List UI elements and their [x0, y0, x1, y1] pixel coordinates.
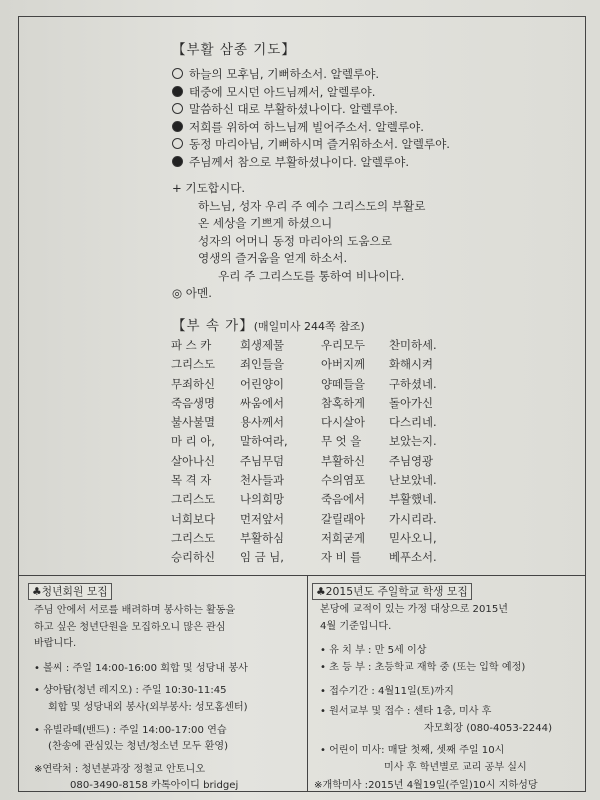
- sequence-cell: 믿사오니,: [389, 530, 437, 545]
- sequence-cell: 무 엇 을: [321, 434, 362, 449]
- sequence-cell: 구하셨네.: [389, 376, 437, 391]
- school-notice: [314, 602, 553, 795]
- sequence-cell: 주님무덤: [240, 453, 285, 468]
- sequence-row: [171, 375, 479, 394]
- sequence-cell: 말하여라,: [240, 434, 288, 449]
- sequence-row: [171, 471, 479, 490]
- sequence-cell: 우리모두: [321, 338, 366, 352]
- sequence-cell: 너희보다: [171, 511, 216, 526]
- prayer-line: 태중에 모시던 아드님께서, 알렐루야.: [172, 84, 450, 102]
- open-circle-icon: [172, 138, 183, 149]
- school-opening-mass: ※개학미사 :2015년 4월19일(주일)10시 지하성당: [314, 780, 538, 792]
- sequence-cell: 그리스도: [171, 357, 216, 372]
- youth-item: • 볼씨 : 주일 14:00-16:00 회합 및 성당내 봉사: [34, 662, 248, 674]
- sequence-cell: 무죄하신: [171, 376, 216, 391]
- prayer-line: 동정 마리아님, 기뻐하시며 즐거워하소서. 알렐루야.: [172, 136, 450, 154]
- open-circle-icon: [172, 68, 183, 79]
- sequence-cell: 가시리라.: [389, 511, 437, 526]
- filled-circle-icon: [172, 156, 183, 167]
- school-detail-sub: 미사 후 학년별로 교리 공부 실시: [384, 761, 527, 773]
- sequence-cell: 부활했네.: [389, 492, 437, 507]
- school-detail: • 어린이 미사: 매달 첫째, 셋째 주일 10시: [320, 745, 505, 757]
- closing-line: 성자의 어머니 동정 마리아의 도움으로: [198, 233, 392, 248]
- sequence-row: [171, 548, 479, 567]
- sequence-cell: 찬미하세.: [389, 338, 437, 352]
- prayer-line: 저희를 위하여 하느님께 빌어주소서. 알렐루야.: [172, 119, 450, 137]
- sequence-cell: 죽음생명: [171, 395, 216, 410]
- sequence-cell: 베푸소서.: [389, 550, 437, 565]
- sequence-cell: 그리스도: [171, 530, 216, 545]
- sequence-cell: 싸움에서: [240, 395, 285, 410]
- sequence-cell: 다스리네.: [389, 415, 437, 430]
- youth-item-detail: 회합 및 성당내외 봉사(외부봉사: 성모홈센터): [48, 701, 248, 713]
- sequence-cell: 자 비 를: [321, 550, 362, 565]
- sequence-cell: 불사불멸: [171, 415, 216, 430]
- sequence-cell: 양떼들을: [321, 376, 366, 391]
- sequence-row: [171, 394, 479, 413]
- sequence-cell: 죽음에서: [321, 492, 366, 507]
- youth-item: • 유빌라떼(밴드) : 주일 14:00-17:00 연습: [34, 724, 227, 736]
- youth-title: ♣청년회원 모집: [28, 583, 112, 600]
- school-title: ♣2015년도 주일학교 학생 모집: [312, 583, 472, 600]
- sequence-cell: 주님영광: [389, 453, 434, 468]
- sequence-cell: 용사께서: [240, 415, 285, 430]
- filled-circle-icon: [172, 86, 183, 97]
- sequence-cell: 돌아가신: [389, 395, 434, 410]
- sequence-title: 【부 속 가】: [172, 318, 254, 334]
- sequence-row: [171, 413, 479, 432]
- youth-intro-line: 하고 싶은 청년단원을 모집하오니 많은 관심: [34, 621, 226, 633]
- open-circle-icon: [172, 103, 183, 114]
- sequence-cell: 저희굳게: [321, 530, 366, 545]
- divider-horizontal: [18, 575, 586, 576]
- prayer-line: 주님께서 참으로 부활하셨나이다. 알렐루야.: [172, 154, 450, 172]
- school-intro-line: 본당에 교적이 있는 가정 대상으로 2015년: [320, 604, 508, 615]
- closing-line: 온 세상을 기쁘게 하셨으니: [198, 216, 333, 230]
- sequence-cell: 화해시켜: [389, 357, 434, 372]
- youth-notice: [34, 603, 248, 795]
- sequence-cell: 살아나신: [171, 453, 216, 468]
- youth-item-detail: (찬송에 관심있는 청년/청소년 모두 환영): [48, 741, 229, 753]
- sequence-cell: 임 금 님,: [240, 550, 284, 565]
- sequence-cell: 부활하심: [240, 530, 285, 545]
- school-detail-sub: 자모회장 (080-4053-2244): [424, 722, 553, 734]
- sequence-cell: 수의염포: [321, 473, 366, 488]
- sequence-cell: 보았는지.: [389, 434, 437, 449]
- closing-line: 우리 주 그리스도를 통하여 비나이다.: [218, 268, 405, 283]
- prayer-line: 하늘의 모후님, 기뻐하소서. 알렐루야.: [172, 66, 450, 84]
- youth-intro-line: 주님 안에서 서로를 배려하며 봉사하는 활동을: [34, 605, 236, 616]
- school-target: • 초 등 부 : 초등학교 재학 중 (또는 입학 예정): [320, 661, 526, 673]
- closing-prayer: [172, 180, 425, 303]
- prayer-line: 말씀하신 대로 부활하셨나이다. 알렐루야.: [172, 101, 450, 119]
- closing-heading: + 기도합시다.: [172, 181, 246, 195]
- school-target: • 유 치 부 : 만 5세 이상: [320, 645, 427, 657]
- divider-vertical: [307, 575, 308, 792]
- closing-line: 하느님, 성자 우리 주 예수 그리스도의 부활로: [198, 198, 426, 213]
- sequence-heading: [172, 314, 365, 334]
- sequence-row: [171, 510, 479, 529]
- prayer-title: 【부활 삼종 기도】: [172, 42, 296, 58]
- sequence-cell: 어린양이: [240, 376, 285, 391]
- youth-item: • 샹아탐(청년 레지오) : 주일 10:30-11:45: [34, 685, 227, 697]
- sequence-row: [171, 336, 479, 355]
- sequence-cell: 목 격 자: [171, 473, 212, 488]
- sequence-cell: 갈릴래아: [321, 511, 366, 526]
- sequence-cell: 파 스 카: [171, 338, 212, 352]
- school-detail: • 원서교부 및 접수 : 센타 1층, 미사 후: [320, 705, 492, 717]
- sequence-cell: 아버지께: [321, 357, 366, 372]
- filled-circle-icon: [172, 121, 183, 132]
- sequence-cell: 부활하신: [321, 453, 366, 468]
- sequence-note: (매일미사 244쪽 참조): [253, 320, 365, 333]
- sequence-cell: 죄인들을: [240, 357, 285, 372]
- sequence-cell: 참혹하게: [321, 395, 366, 410]
- school-intro-line: 4월 기준입니다.: [320, 620, 392, 632]
- sequence-verses: [171, 336, 479, 568]
- sequence-cell: 승리하신: [171, 550, 216, 565]
- youth-contact: 080-3490-8158 카톡아이디 bridgej: [70, 780, 239, 792]
- sequence-row: [171, 452, 479, 471]
- sequence-row: [171, 490, 479, 509]
- sequence-row: [171, 355, 479, 374]
- sequence-row: [171, 529, 479, 548]
- youth-intro-line: 바랍니다.: [34, 638, 77, 650]
- sequence-cell: 그리스도: [171, 492, 216, 507]
- amen-line: ◎ 아멘.: [172, 286, 212, 300]
- youth-contact: ※연락처 : 청년분과장 정철교 안토니오: [34, 763, 205, 775]
- sequence-cell: 난보았네.: [389, 473, 437, 488]
- sequence-row: [171, 432, 479, 451]
- sequence-cell: 희생제물: [240, 338, 285, 352]
- sequence-cell: 마 리 아,: [171, 434, 215, 449]
- sequence-cell: 먼저앞서: [240, 511, 285, 526]
- sequence-cell: 나의희망: [240, 492, 285, 507]
- closing-line: 영생의 즐거움을 얻게 하소서.: [198, 251, 348, 265]
- school-detail: • 접수기간 : 4월11일(토)까지: [320, 686, 454, 698]
- sequence-cell: 천사들과: [240, 473, 285, 488]
- sequence-cell: 다시살아: [321, 415, 366, 430]
- prayer-lines: [172, 66, 450, 171]
